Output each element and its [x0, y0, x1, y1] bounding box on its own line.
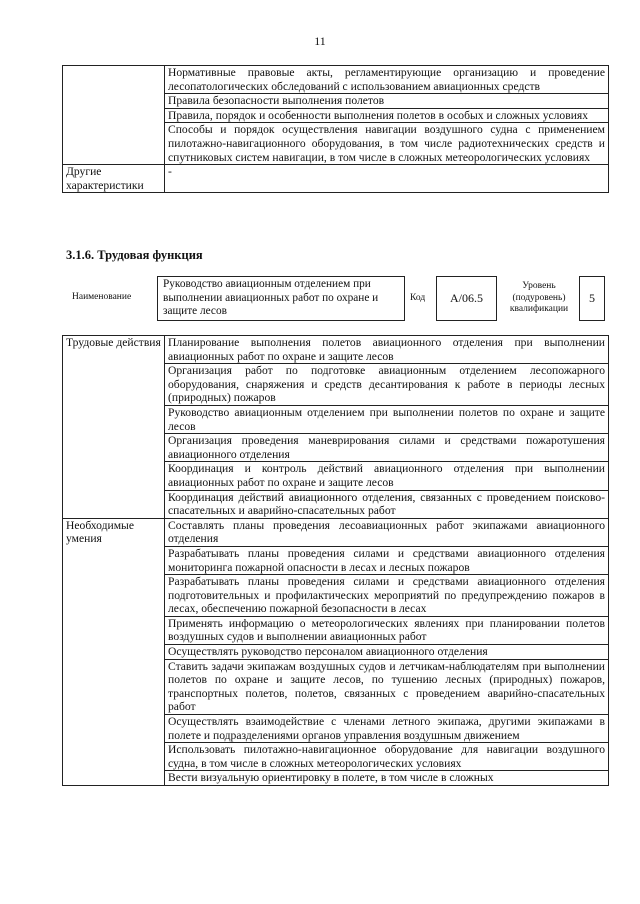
level-box [579, 276, 605, 321]
code-label: Код [410, 293, 426, 303]
row-label-other: Другие характеристики [63, 165, 165, 193]
knowledge-item: Правила, порядок и особенности выполнения полетов в особых и сложных условиях [165, 108, 609, 123]
knowledge-table-continued [62, 65, 609, 193]
action-item: Организация проведения маневрирования силами и средствами пожаротушения авиационного отделения [165, 434, 609, 462]
skill-item: Ставить задачи экипажам воздушных судов и летчикам-наблюдателям при выполнении полетов по охране и защите лесов, по тушению лесных (природных) пожаров, транспортных полетов, полетов, связанных с проведением аварийно-спасательных работ [165, 659, 609, 714]
function-name: Руководство авиационным отделением при выполнении авиационных работ по охране и защите лесов [163, 278, 379, 317]
labor-function-table [62, 335, 609, 786]
other-characteristics-value: - [165, 165, 609, 193]
row-label [63, 66, 165, 165]
group-label-actions: Трудовые действия [63, 336, 165, 519]
knowledge-item: Правила безопасности выполнения полетов [165, 94, 609, 109]
code-value: A/06.5 [450, 291, 483, 305]
action-item: Координация действий авиационного отделения, связанных с проведением поисково-спасательных и аварийно-спасательных работ [165, 490, 609, 518]
knowledge-item: Нормативные правовые акты, регламентирующие организацию и проведение лесопатологических обследований с использованием авиационных средств [165, 66, 609, 94]
function-name-box [157, 276, 405, 321]
skill-item: Применять информацию о метеорологических явлениях при планировании полетов воздушных судов и выполнении авиационных работ [165, 616, 609, 644]
section-title: 3.1.6. Трудовая функция [66, 248, 203, 262]
skill-item: Разрабатывать планы проведения силами и средствами авиационного отделения мониторинга пожарной опасности в лесах и лесных пожаров [165, 546, 609, 574]
skill-item: Осуществлять руководство персоналом авиационного отделения [165, 645, 609, 660]
level-label: Уровень (подуровень) квалификации [509, 281, 569, 314]
action-item: Координация и контроль действий авиационного отделения при выполнении авиационных работ по охране и защите лесов [165, 462, 609, 490]
level-value: 5 [589, 291, 595, 305]
name-label: Наименование [72, 292, 132, 302]
action-item: Руководство авиационным отделением при выполнении полетов по охране и защите лесов [165, 405, 609, 433]
skill-item: Осуществлять взаимодействие с членами летного экипажа, другими экипажами в полете и подразделениями органов управления воздушным движением [165, 715, 609, 743]
code-box [436, 276, 497, 321]
page-number: 11 [314, 34, 326, 48]
action-item: Планирование выполнения полетов авиационного отделения при выполнении авиационных работ по охране и защите лесов [165, 336, 609, 364]
skill-item: Использовать пилотажно-навигационное оборудование для навигации воздушного судна, в том числе в сложных метеорологических условиях [165, 743, 609, 771]
knowledge-item: Способы и порядок осуществления навигации воздушного судна с применением пилотажно-навигационного оборудования, в том числе радиотехнических средств и спутниковых систем навигации, в том числе в сложных метеорологических условиях [165, 123, 609, 165]
group-label-skills: Необходимые умения [63, 518, 165, 785]
skill-item: Составлять планы проведения лесоавиационных работ экипажами авиационного отделения [165, 518, 609, 546]
action-item: Организация работ по подготовке авиационным отделением лесопожарного оборудования, снаряжения и средств десантирования к работе в периоды лесных (природных) пожаров [165, 364, 609, 406]
skill-item: Вести визуальную ориентировку в полете, в том числе в сложных [165, 771, 609, 786]
skill-item: Разрабатывать планы проведения силами и средствами авиационного отделения подготовительных и профилактических мероприятий по предупреждению пожаров в лесах, обеспечению пожарной безопасности в лесах [165, 575, 609, 617]
